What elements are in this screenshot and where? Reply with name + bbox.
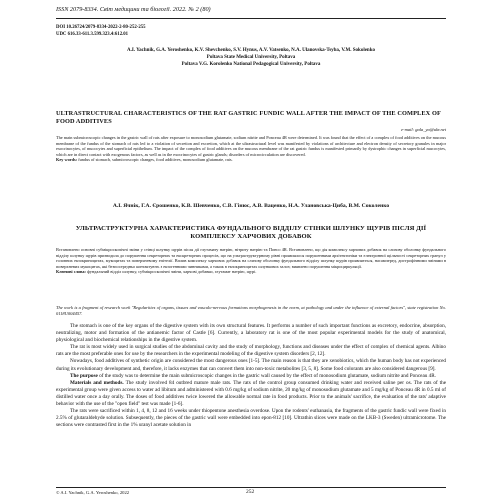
page-number: 252	[246, 489, 255, 495]
title-en: ULTRASTRUCTURAL CHARACTERISTICS OF THE RAT GASTRIC FUNDIC WALL AFTER THE IMPACT OF THE COMPLEX OF FOOD ADDITIVES	[56, 110, 441, 125]
authors-en: A.I. Yachnik, G.A. Yeroshenko, K.V. Shevchenko, S.V. Hynus, A.V. Vatsenko, N.A. Ulanovska-Tsyba, V.M. Sokolenko	[127, 48, 375, 53]
body-paragraph-2: The rat is most widely used in surgical studies of the abdominal cavity and the study of morphology, functions and diseases under the effect of complex of chemical agents. Albino rats are the most preferable ones for use by the researchers in the experimental modeling of the digestive system disorders [2, 12].	[56, 344, 446, 358]
article-meta	[56, 24, 446, 38]
body-paragraph-3: Nowadays, food additives of synthetic origin are considered the most dangerous ones [1-5]. The main reason is that they are xenobiotics, which the human body has not experienced during its evolutionary development and, therefore, it lacks enzymes that can convert them into non-toxic metabolites [3, 5, 8]. Some food colorants are also considered dangerous [9].	[56, 358, 446, 372]
funding-note: The work is a fragment of research work "Regularities of organs, tissues and vasculo-nervous formations morphogenesis in the norm, at pathology and under the influence of external factors", state registration No. 0118U004457.	[56, 305, 446, 316]
purpose-label: The purpose	[70, 372, 98, 379]
purpose-text: of the study was to determine the main submicroscopic changes in the gastric wall caused by the effect of monosodium glutamate, sodium nitrite and Ponceau 4R.	[97, 372, 436, 379]
doi: DOI 10.26724/2079-8334-2022-2-80-252-255	[56, 25, 146, 30]
keywords-en: fundus of stomach, submicroscopic changes, food additives, monosodium glutamate, rats.	[78, 157, 233, 163]
keywords-en-label: Key words:	[56, 157, 78, 163]
abstract-ua-text: Встановлено основні субмікроскопічні зміни у стінці шлунку щурів після дії глутамату натрію, нітриту натрію та Понсо 4R. Встановлено, що дія комплексу харчових добавок на слизову оболонку фундального відділу шлунку щурів призводила до порушення секреторних та екскреторних процесів, що на ультраструктурному рівні проявлялося порушеннями архітектоніки та електронної щільності секреторних гранул у головних екзокриноцитах, мукоцитах та поверхневому епітелії. Вплив комплексу харчових добавок на слизову оболонку фундального відділу шлунку щурів проявляється, насамперед, дистрофічними змінами в поверхневих мукоцитах, які безпосередньо контактують з екзогенними чинниками, а також в екзокриноцитах шлункових залоз; виявлено порушення мікроциркуляції.	[56, 247, 446, 269]
email: e-mail: gala_ya@ukr.net	[401, 127, 446, 132]
page-footer	[56, 487, 446, 498]
body-paragraph-methods	[56, 380, 446, 408]
authors-ua: А.І. Ячнік, Г.А. Єрошенко, К.В. Шевченко, С.В. Гінюс, А.В. Ваценко, Н.А. Улановська-Циба, В.М. Соколенко	[112, 203, 390, 209]
affiliation-1: Poltava State Medical University, Poltava	[206, 55, 296, 60]
keywords-ua-label: Ключові слова:	[56, 269, 86, 275]
affiliation-2: Poltava V.G. Korolenko National Pedagogical University, Poltava	[181, 62, 321, 67]
copyright: © A.I. Yachnik, G.A. Yeroshenko, 2022	[56, 490, 130, 495]
running-title: ISSN 2079-8334. Світ медицини та біології. 2022. № 2 (80)	[56, 6, 211, 13]
methods-text: The study involved 84 outbred mature male rats. The rats of the control group consumed drinking water and received saline per os. The rats of the experimental group were given access to water ad libitum and administered with 0.6 mg/kg of sodium nitrite, 20 mg/kg of monosodium glutamate and 5 mg/kg of Ponceau 4R in 0.5 ml of distilled water once a day orally. The doses of food additives twice lowered the allowable normal rate in food products. Prior to the animals' sacrifice, the evaluation of the rats' adaptive behavior with the use of the "open field" test was made [1-6].	[56, 379, 446, 408]
authors-en-block	[56, 47, 446, 68]
keywords-ua: фундальний відділ шлунку, субмікроскопічні зміни, харчові добавки, глутамат натрію, щурі.	[87, 269, 257, 275]
body-paragraph-purpose	[56, 373, 446, 380]
abstract-ua	[56, 247, 446, 275]
body-paragraph-6: The rats were sacrificed within 1, 4, 8, 12 and 16 weeks under thiopentone anesthesia overdose. Upon the rodents' euthanasia, the fragments of the gastric fundic wall were fixed in 2.5% of glutaraldehyde solution. Subsequently, the pieces of the gastric wall were embedded into epon-812 [10]. Ultrathin slices were made on the LKB-3 (Sweden) ultramicrotome. The sections were contrasted first in the 1% uranyl acetate solution in	[56, 408, 446, 429]
running-header	[56, 4, 446, 19]
methods-label: Materials and methods.	[70, 379, 124, 386]
body-paragraph-1: The stomach is one of the key organs of the digestive system with its own structural features. It performs a number of such important functions as excretory, endocrine, absorption, neutralizing, motor and formation of the antianemic factor of Castle [6]. Currently, a laboratory rat is one of the most popular experimental models for the study of anatomical, physiological and biochemical relationships in the digestive system.	[56, 323, 446, 344]
abstract-en-text: The main submicroscopic changes in the gastric wall of rats after exposure to monosodium glutamate, sodium nitrite and Ponceau 4R were determined. It was found that the effect of a complex of food additives on the mucous membrane of the fundus of the stomach of rats led to a violation of secretion and excretion, which at the ultrastructural level was manifested by violations of architecture and electron density of secretory granules in major exocrinocytes, of mucocytes and superficial epithelium. The impact of the complex of food additives on the mucous membrane of the rat gastric fundus is manifested primarily by dystrophic changes in superficial mucocytes, which are in direct contact with exogenous factors, as well as in the exocrinocytes of gastric glands; disorders of microcirculation are discovered.	[56, 135, 446, 157]
title-ua: УЛЬТРАСТРУКТУРНА ХАРАКТЕРИСТИКА ФУНДАЛЬНОГО ВІДДІЛУ СТІНКИ ШЛУНКУ ЩУРІВ ПІСЛЯ ДІЇ КОМПЛЕКСУ ХАРЧОВИХ ДОБАВОК	[75, 225, 427, 240]
article-body	[56, 323, 446, 429]
udc: UDC 616.33-611.3.599.323.4:612.01	[56, 32, 129, 37]
abstract-en	[56, 135, 446, 163]
